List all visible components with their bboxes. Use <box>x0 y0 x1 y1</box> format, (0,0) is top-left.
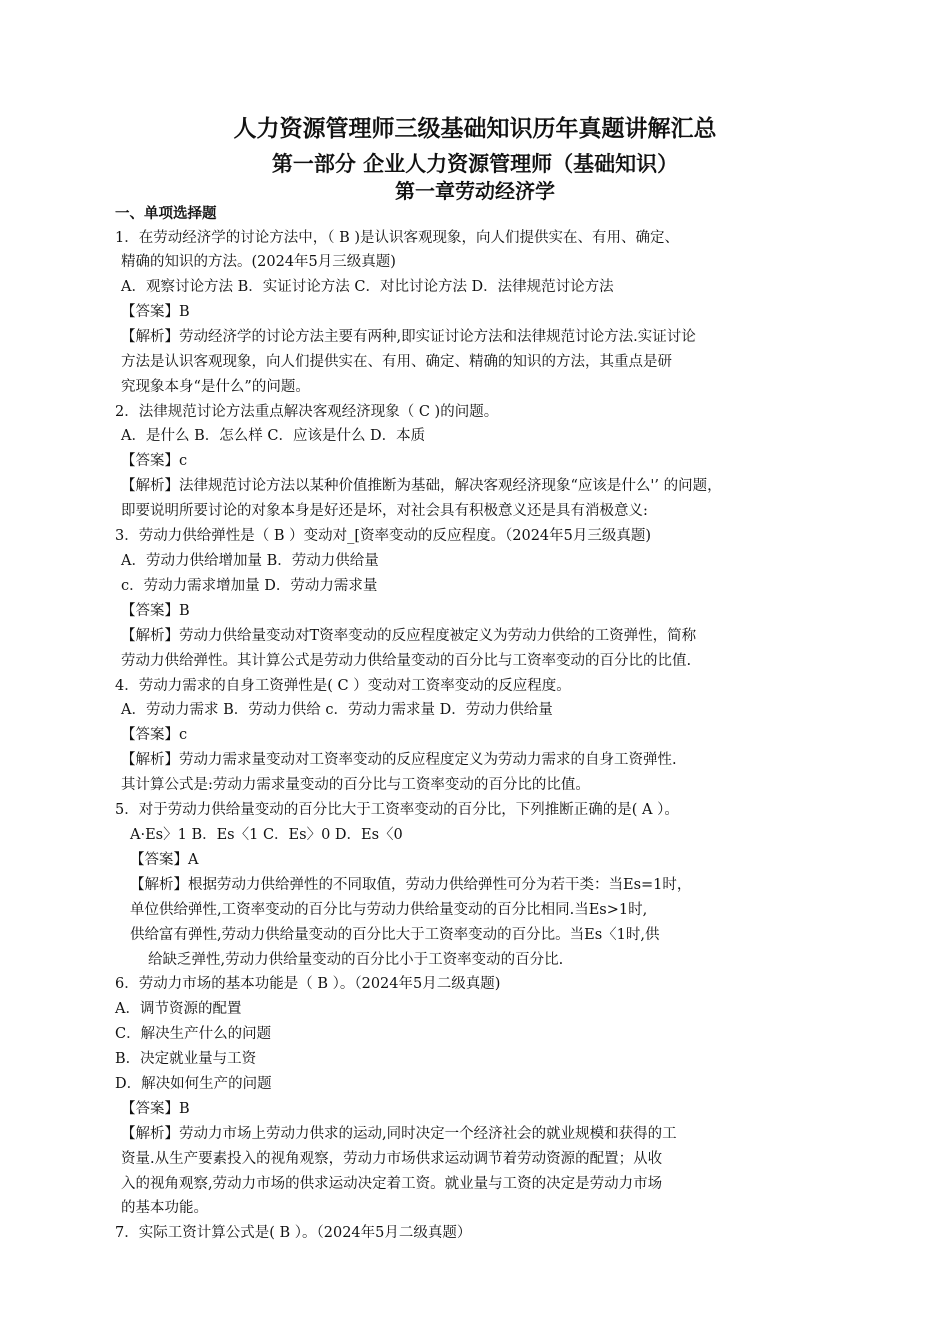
question-4-answer: 【答案】c <box>121 727 188 743</box>
question-6-stem: 6．劳动力市场的基本功能是（ B ）。（2024年5月二级真题) <box>115 976 501 992</box>
question-4-analysis: 【解析】劳动力需求量变动对工资率变动的反应程度定义为劳动力需求的自身工资弹性. <box>121 752 677 768</box>
question-3-stem: 3．劳动力供给弹性是（ B ）变动对_[资率变动的反应程度。（2024年5月三级真题) <box>115 528 652 544</box>
question-3-options-2: c．劳动力需求增加量 D．劳动力需求量 <box>121 578 378 594</box>
question-6-analysis-cont: 入的视角观察,劳动力市场的供求运动决定着工资。就业量与工资的决定是劳动力市场 <box>121 1176 663 1192</box>
question-6-answer: 【答案】B <box>121 1101 190 1117</box>
question-6-option-b: B．决定就业量与工资 <box>115 1051 257 1067</box>
question-2-answer: 【答案】c <box>121 453 188 469</box>
question-7-stem: 7．实际工资计算公式是( B ）。（2024年5月二级真题） <box>115 1225 472 1241</box>
chapter-title: 第一章劳动经济学 <box>395 179 555 203</box>
question-5-analysis: 【解析】根据劳动力供给弹性的不同取值，劳动力供给弹性可分为若干类：当Es=1时， <box>130 877 692 893</box>
question-6-analysis-cont: 资量.从生产要素投入的视角观察，劳动力市场供求运动调节着劳动资源的配置；从收 <box>121 1151 663 1167</box>
question-6-option-a: A．调节资源的配置 <box>115 1001 242 1017</box>
question-1-stem-cont: 精确的知识的方法。(2024年5月三级真题) <box>121 254 396 270</box>
question-5-analysis-cont: 给缺乏弹性,劳动力供给量变动的百分比小于工资率变动的百分比. <box>148 952 564 968</box>
question-4-analysis-cont: 其计算公式是:劳动力需求量变动的百分比与工资率变动的百分比的比值。 <box>121 777 590 793</box>
question-5-analysis-cont: 供给富有弹性,劳动力供给量变动的百分比大于工资率变动的百分比。当Es〈1时,供 <box>130 927 660 943</box>
question-5-analysis-cont: 单位供给弹性,工资率变动的百分比与劳动力供给量变动的百分比相同.当Es>1时, <box>130 902 648 918</box>
question-3-analysis: 【解析】劳动力供给量变动对T资率变动的反应程度被定义为劳动力供给的工资弹性，简称 <box>121 628 697 644</box>
question-5-stem: 5．对于劳动力供给量变动的百分比大于工资率变动的百分比，下列推断正确的是( A ）。 <box>115 802 679 818</box>
question-3-answer: 【答案】B <box>121 603 190 619</box>
question-6-option-d: D．解决如何生产的问题 <box>115 1076 272 1092</box>
question-2-stem: 2．法律规范讨论方法重点解决客观经济现象（ C )的问题。 <box>115 404 499 420</box>
question-1-analysis: 【解析】劳动经济学的讨论方法主要有两种,即实证讨论方法和法律规范讨论方法.实证讨论 <box>121 329 696 345</box>
question-1-stem: 1．在劳动经济学的讨论方法中，（ B )是认识客观现象，向人们提供实在、有用、确定、 <box>115 230 680 246</box>
question-3-options-1: A．劳动力供给增加量 B．劳动力供给量 <box>121 553 379 569</box>
question-2-analysis-cont: 即要说明所要讨论的对象本身是好还是坏，对社会具有积极意义还是具有消极意义: <box>121 503 648 519</box>
part-title: 第一部分 企业人力资源管理师（基础知识） <box>271 151 679 176</box>
question-1-analysis-cont: 究现象本身“是什么”的问题。 <box>121 379 310 395</box>
question-6-analysis: 【解析】劳动力市场上劳动力供求的运动,同时决定一个经济社会的就业规模和获得的工 <box>121 1126 677 1142</box>
question-3-analysis-cont: 劳动力供给弹性。其计算公式是劳动力供给量变动的百分比与工资率变动的百分比的比值. <box>121 653 692 669</box>
question-5-answer: 【答案】A <box>130 852 199 868</box>
question-1-options: A．观察讨论方法 B．实证讨论方法 C．对比讨论方法 D．法律规范讨论方法 <box>121 279 614 295</box>
question-1-analysis-cont: 方法是认识客观现象，向人们提供实在、有用、确定、精确的知识的方法，其重点是研 <box>121 354 672 370</box>
question-4-stem: 4．劳动力需求的自身工资弹性是( C ）变动对工资率变动的反应程度。 <box>115 678 571 694</box>
question-4-options: A．劳动力需求 B．劳动力供给 c．劳动力需求量 D．劳动力供给量 <box>121 702 553 718</box>
question-2-analysis: 【解析】法律规范讨论方法以某种价值推断为基础，解决客观经济现象“应该是什么'’ 的问题， <box>121 478 722 494</box>
question-6-option-c: C．解决生产什么的问题 <box>115 1026 272 1042</box>
question-1-answer: 【答案】B <box>121 304 190 320</box>
section-heading: 一、单项选择题 <box>115 205 217 222</box>
question-6-analysis-cont: 的基本功能。 <box>121 1200 208 1216</box>
question-2-options: A．是什么 B．怎么样 C．应该是什么 D．本质 <box>121 428 426 444</box>
question-5-options: A·Es〉1 B．Es〈1 C．Es〉0 D．Es〈0 <box>130 827 403 843</box>
document-title: 人力资源管理师三级基础知识历年真题讲解汇总 <box>233 115 717 142</box>
